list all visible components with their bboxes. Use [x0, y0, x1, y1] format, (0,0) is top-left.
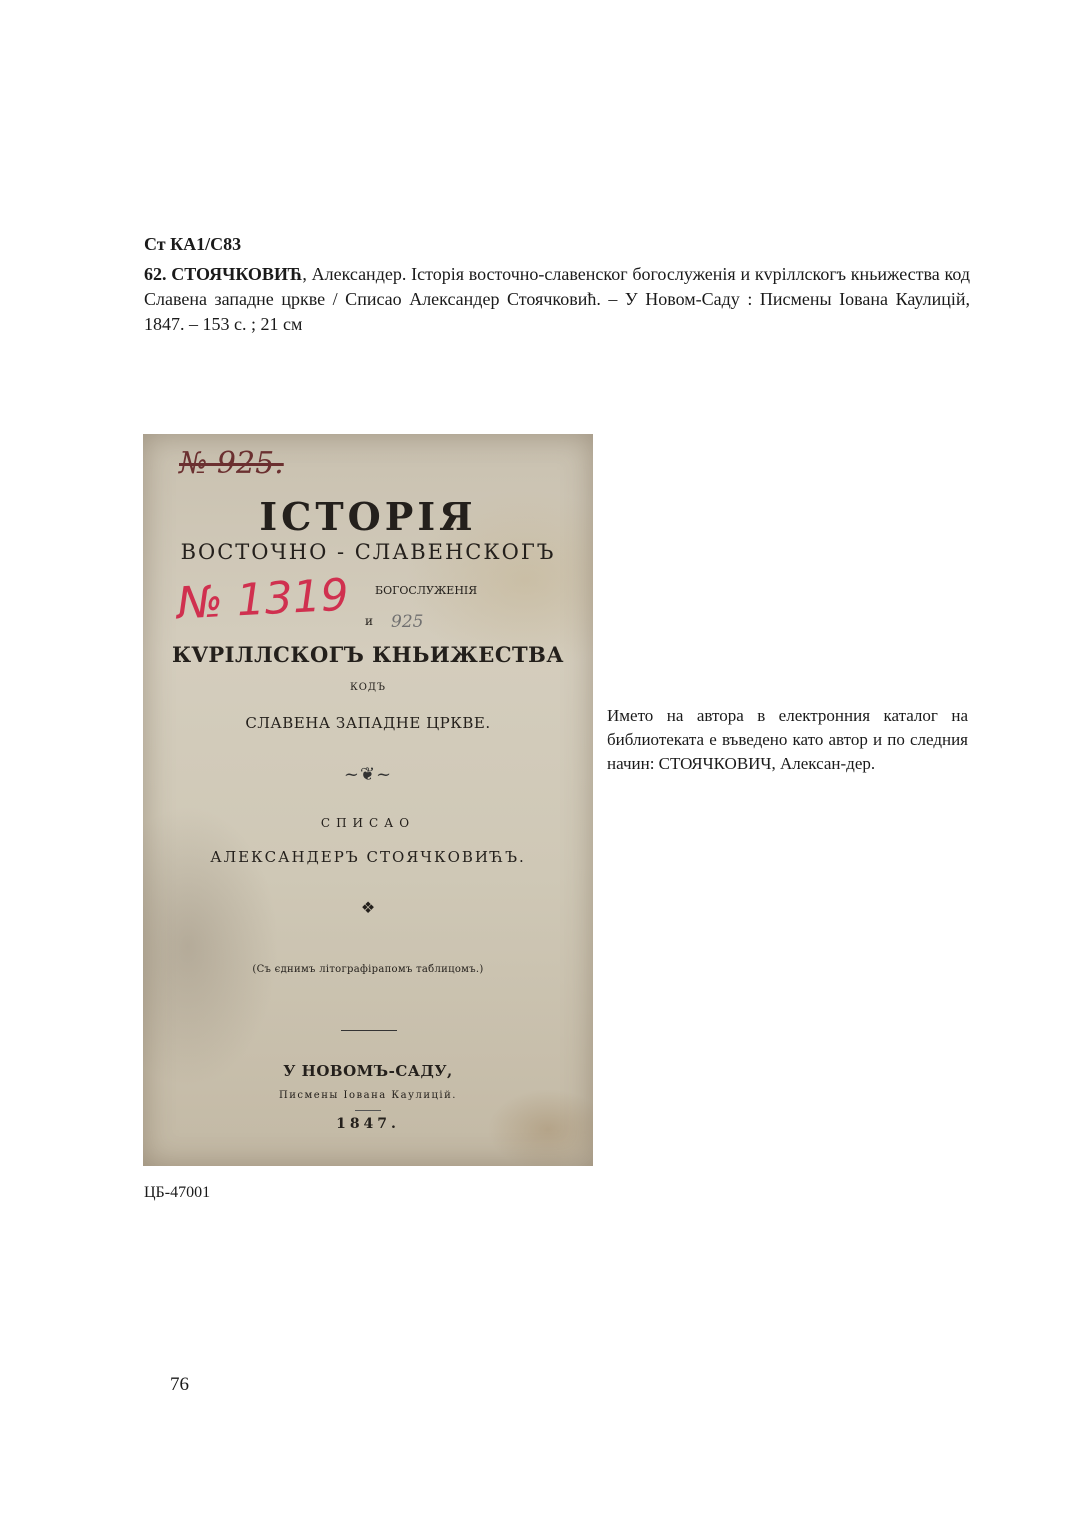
entry-number-author: 62. СТОЯЧКОВИЋ: [144, 264, 303, 284]
handwritten-red-number: № 1319: [175, 569, 350, 630]
tp-west-church: СЛАВЕНА ЗАПАДНЕ ЦРКВЕ.: [245, 714, 491, 732]
tp-and: и: [365, 614, 373, 628]
tp-big-title: КVРІЛЛСКОГЪ КНЬИЖЕСТВА: [171, 642, 565, 667]
title-page-photo: [143, 434, 593, 1166]
handwritten-pencil-number: 925: [391, 612, 424, 632]
tp-printer: Писмены Іована Каулицій.: [279, 1090, 457, 1101]
page-number: 76: [170, 1374, 189, 1395]
catalog-note: Името на автора в електронния каталог на библиотеката е въведено като автор и по следния начин: СТОЯЧКОВИЧ, Алексан-дер.: [607, 706, 968, 773]
ornament-icon: ~❦~: [343, 764, 393, 785]
bibliographic-entry: [144, 262, 970, 337]
tp-table-note: (Съ єднимъ літографірапомъ таблицомъ.): [252, 964, 484, 975]
entry-description: , Александер. Історія восточно-славенског богослуженія и кvріллскогъ кньижества код Славена западне цркве / Списао Александер Стоячковиħ. – У Новом-Саду : Писмены Іована Каулицій, 1847. – 153 с. ; 21 см: [144, 264, 970, 334]
short-rule: [355, 1110, 381, 1111]
tp-year: 1847.: [336, 1116, 400, 1132]
tp-subtitle: ВОСТОЧНО - СЛАВЕНСКОГЪ: [180, 540, 556, 564]
inventory-number: ЦБ-47001: [144, 1184, 211, 1201]
call-number: Ст КА1/С83: [144, 234, 242, 254]
divider-rule: [341, 1030, 397, 1031]
tp-spisao: СПИСАО: [320, 816, 416, 830]
tp-kod: КОДЪ: [349, 682, 386, 693]
diamond-ornament-icon: ❖: [360, 898, 376, 917]
tp-city: У НОВОМЪ-САДУ,: [283, 1062, 453, 1080]
tp-main-title: ІСТОРІЯ: [259, 494, 477, 539]
tp-author: АЛЕКСАНДЕРЪ СТОЯЧКОВИЋЪ.: [210, 848, 526, 866]
handwritten-old-number: № 925.: [179, 446, 284, 481]
tp-small-word: БОГОСЛУЖЕНІЯ: [375, 584, 478, 597]
